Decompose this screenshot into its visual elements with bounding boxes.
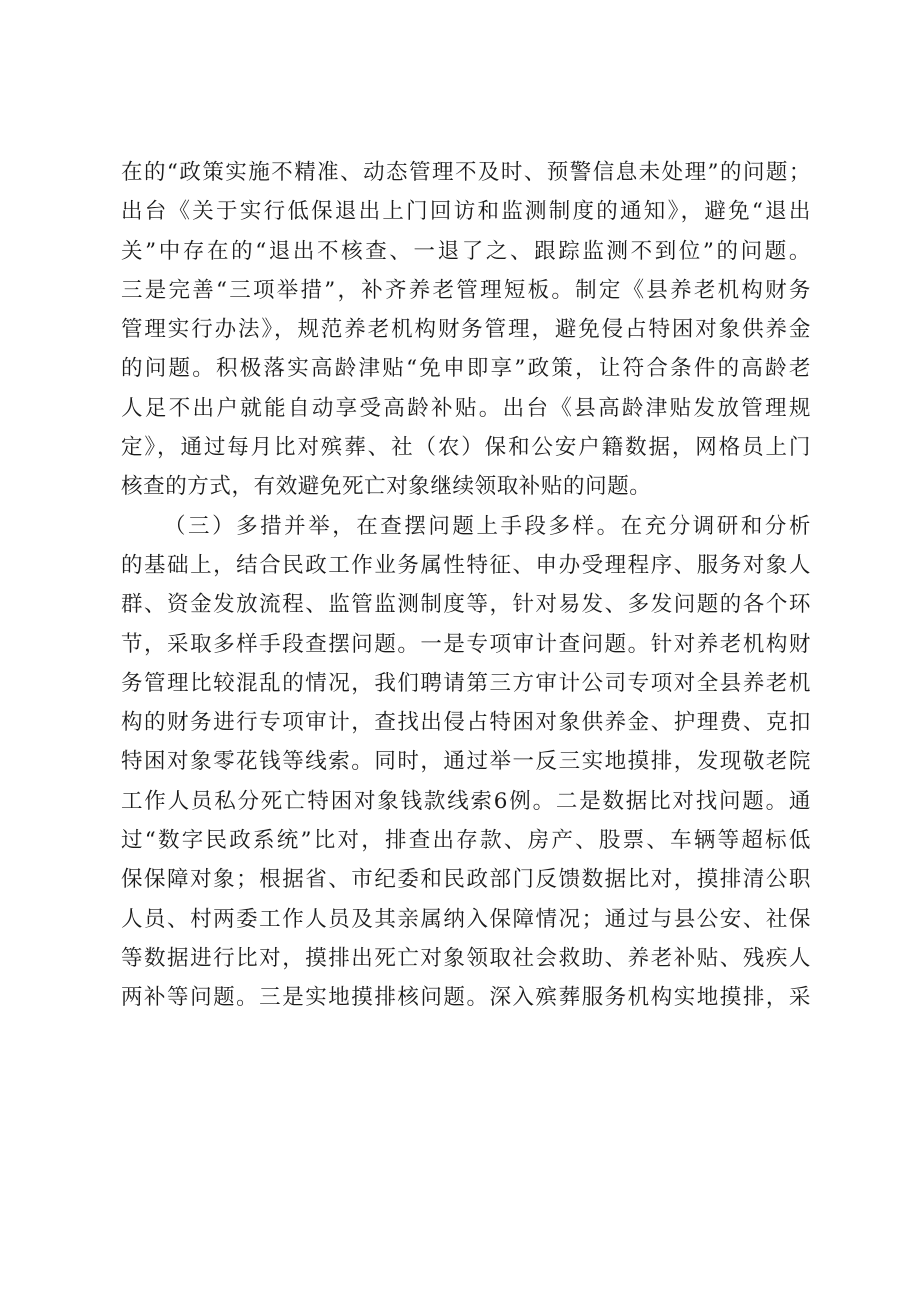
text-line: 定》，通过每月比对殡葬、社（农）保和公安户籍数据，网格员上门 [121,435,811,461]
text-line: 人足不出户就能自动享受高龄补贴。出台《县高龄津贴发放管理规 [121,395,811,421]
text-line: 等数据进行比对，摸排出死亡对象领取社会救助、养老补贴、残疾人 [121,945,811,971]
text-line: 工作人员私分死亡特困对象钱款线索6例。二是数据比对找问题。通 [121,788,811,814]
text-line: 三是完善“三项举措”，补齐养老管理短板。制定《县养老机构财务 [121,277,811,303]
text-line: 在的“政策实施不精准、动态管理不及时、预警信息未处理”的问题； [121,160,811,185]
text-line: 特困对象零花钱等线索。同时，通过举一反三实地摸排，发现敬老院 [121,749,811,775]
text-line: 两补等问题。三是实地摸排核问题。深入殡葬服务机构实地摸排，采 [121,985,811,1011]
text-line: 务管理比较混乱的情况，我们聘请第三方审计公司专项对全县养老机 [121,670,811,696]
text-line: 人员、村两委工作人员及其亲属纳入保障情况；通过与县公安、社保 [121,906,811,932]
text-line: 群、资金发放流程、监管监测制度等，针对易发、多发问题的各个环 [121,592,811,618]
text-line: 出台《关于实行低保退出上门回访和监测制度的通知》，避免“退出 [121,199,811,225]
text-line: 的基础上，结合民政工作业务属性特征、申办受理程序、服务对象人 [121,552,811,578]
paragraph-start-line: （三）多措并举，在查摆问题上手段多样。在充分调研和分析 [164,513,811,539]
text-line: 节，采取多样手段查摆问题。一是专项审计查问题。针对养老机构财 [121,631,811,657]
text-line: 构的财务进行专项审计，查找出侵占特困对象供养金、护理费、克扣 [121,710,811,736]
text-line: 过“数字民政系统”比对，排查出存款、房产、股票、车辆等超标低 [121,828,811,854]
body-text [121,153,811,1018]
text-line: 管理实行办法》，规范养老机构财务管理，避免侵占特困对象供养金 [121,317,811,343]
text-line: 关”中存在的“退出不核查、一退了之、跟踪监测不到位”的问题。 [121,238,811,264]
text-line: 保保障对象；根据省、市纪委和民政部门反馈数据比对，摸排清公职 [121,867,811,893]
paragraph-end-line: 核查的方式，有效避免死亡对象继续领取补贴的问题。 [121,474,652,500]
text-line: 的问题。积极落实高龄津贴“免申即享”政策，让符合条件的高龄老 [121,356,811,382]
